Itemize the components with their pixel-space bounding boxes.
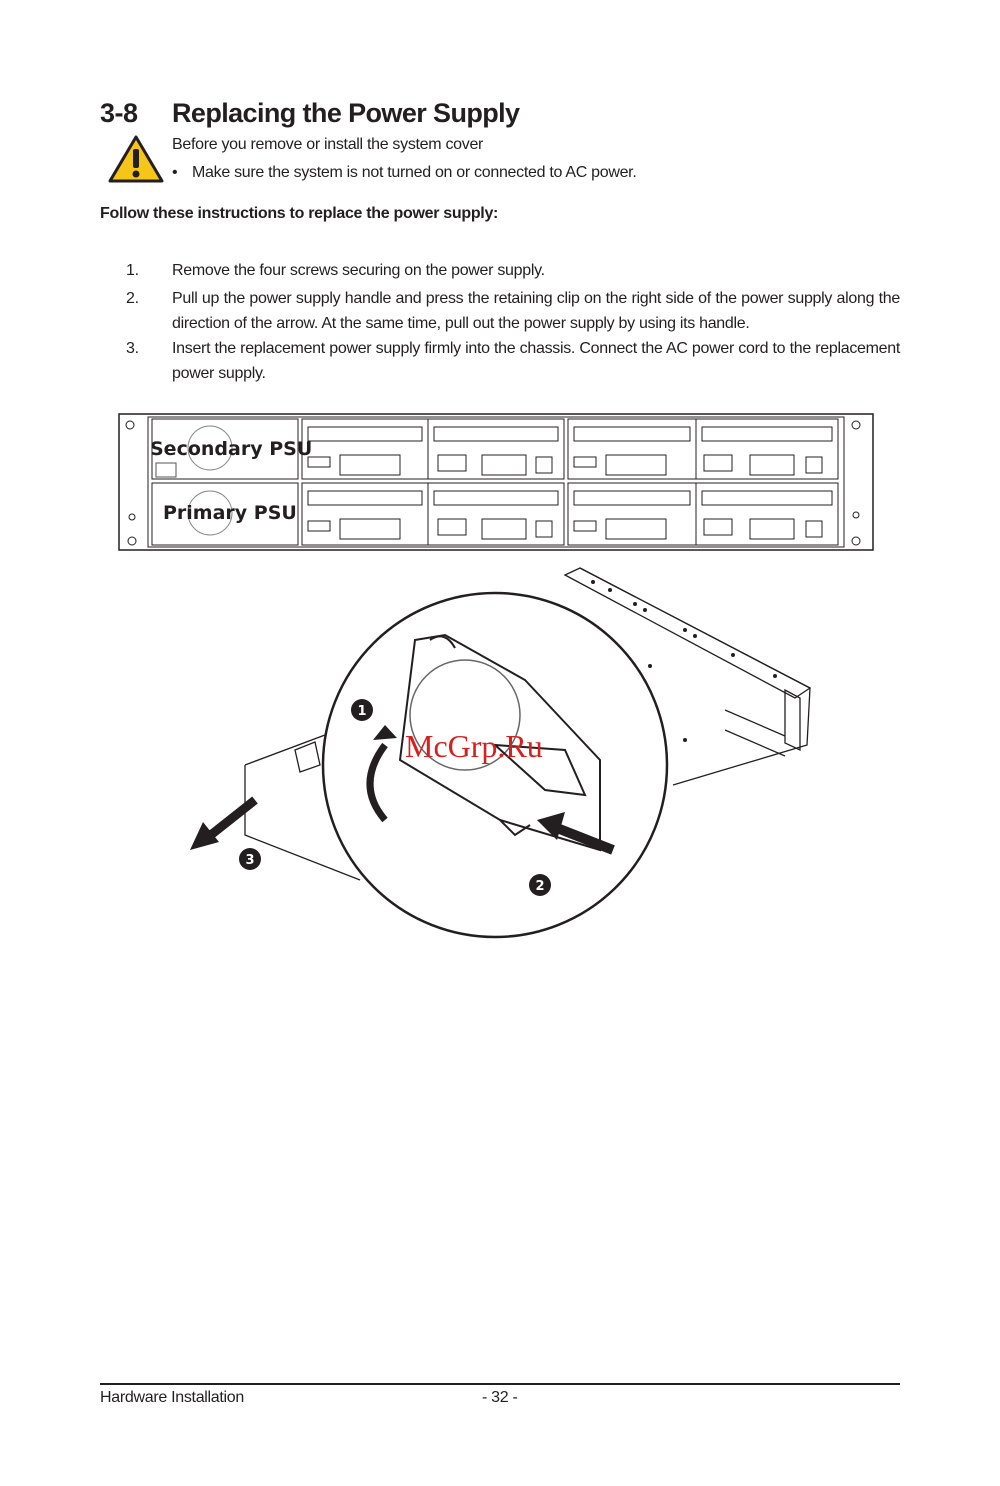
step-3	[126, 336, 900, 386]
warning-intro: Before you remove or install the system cover	[172, 136, 484, 153]
section-number: 3-8	[100, 98, 138, 128]
callout-2: 2	[535, 879, 545, 894]
secondary-psu-label: Secondary PSU	[150, 438, 313, 460]
warning-bullet-text: Make sure the system is not turned on or connected to AC power.	[192, 164, 637, 181]
step-text: Pull up the power supply handle and press the retaining clip on the right side of the power supply along the direction of the arrow. At the same time, pull out the power supply by using its handle.	[172, 290, 900, 332]
callout-3: 3	[245, 853, 255, 868]
rear-panel-figure	[118, 413, 874, 551]
footer-rule	[100, 1383, 900, 1385]
psu-removal-figure	[185, 560, 825, 940]
step-2	[126, 286, 900, 336]
footer-page-number: - 32 -	[482, 1389, 518, 1406]
warning-bullet	[172, 164, 636, 182]
step-number: 1.	[126, 262, 139, 279]
primary-psu-label: Primary PSU	[163, 502, 297, 524]
footer-chapter: Hardware Installation	[100, 1389, 244, 1406]
section-title: Replacing the Power Supply	[172, 98, 520, 128]
step-number: 3.	[126, 340, 139, 357]
step-text: Remove the four screws securing on the power supply.	[172, 262, 545, 279]
instructions-heading: Follow these instructions to replace the power supply:	[100, 205, 499, 222]
step-number: 2.	[126, 290, 139, 307]
step-1	[126, 258, 900, 283]
bullet-marker: •	[172, 164, 178, 181]
step-text: Insert the replacement power supply firmly into the chassis. Connect the AC power cord to the replacement power supply.	[172, 340, 900, 382]
callout-1: 1	[357, 704, 367, 719]
warning-triangle-icon	[107, 134, 165, 184]
watermark: McGrp.Ru	[405, 728, 543, 764]
